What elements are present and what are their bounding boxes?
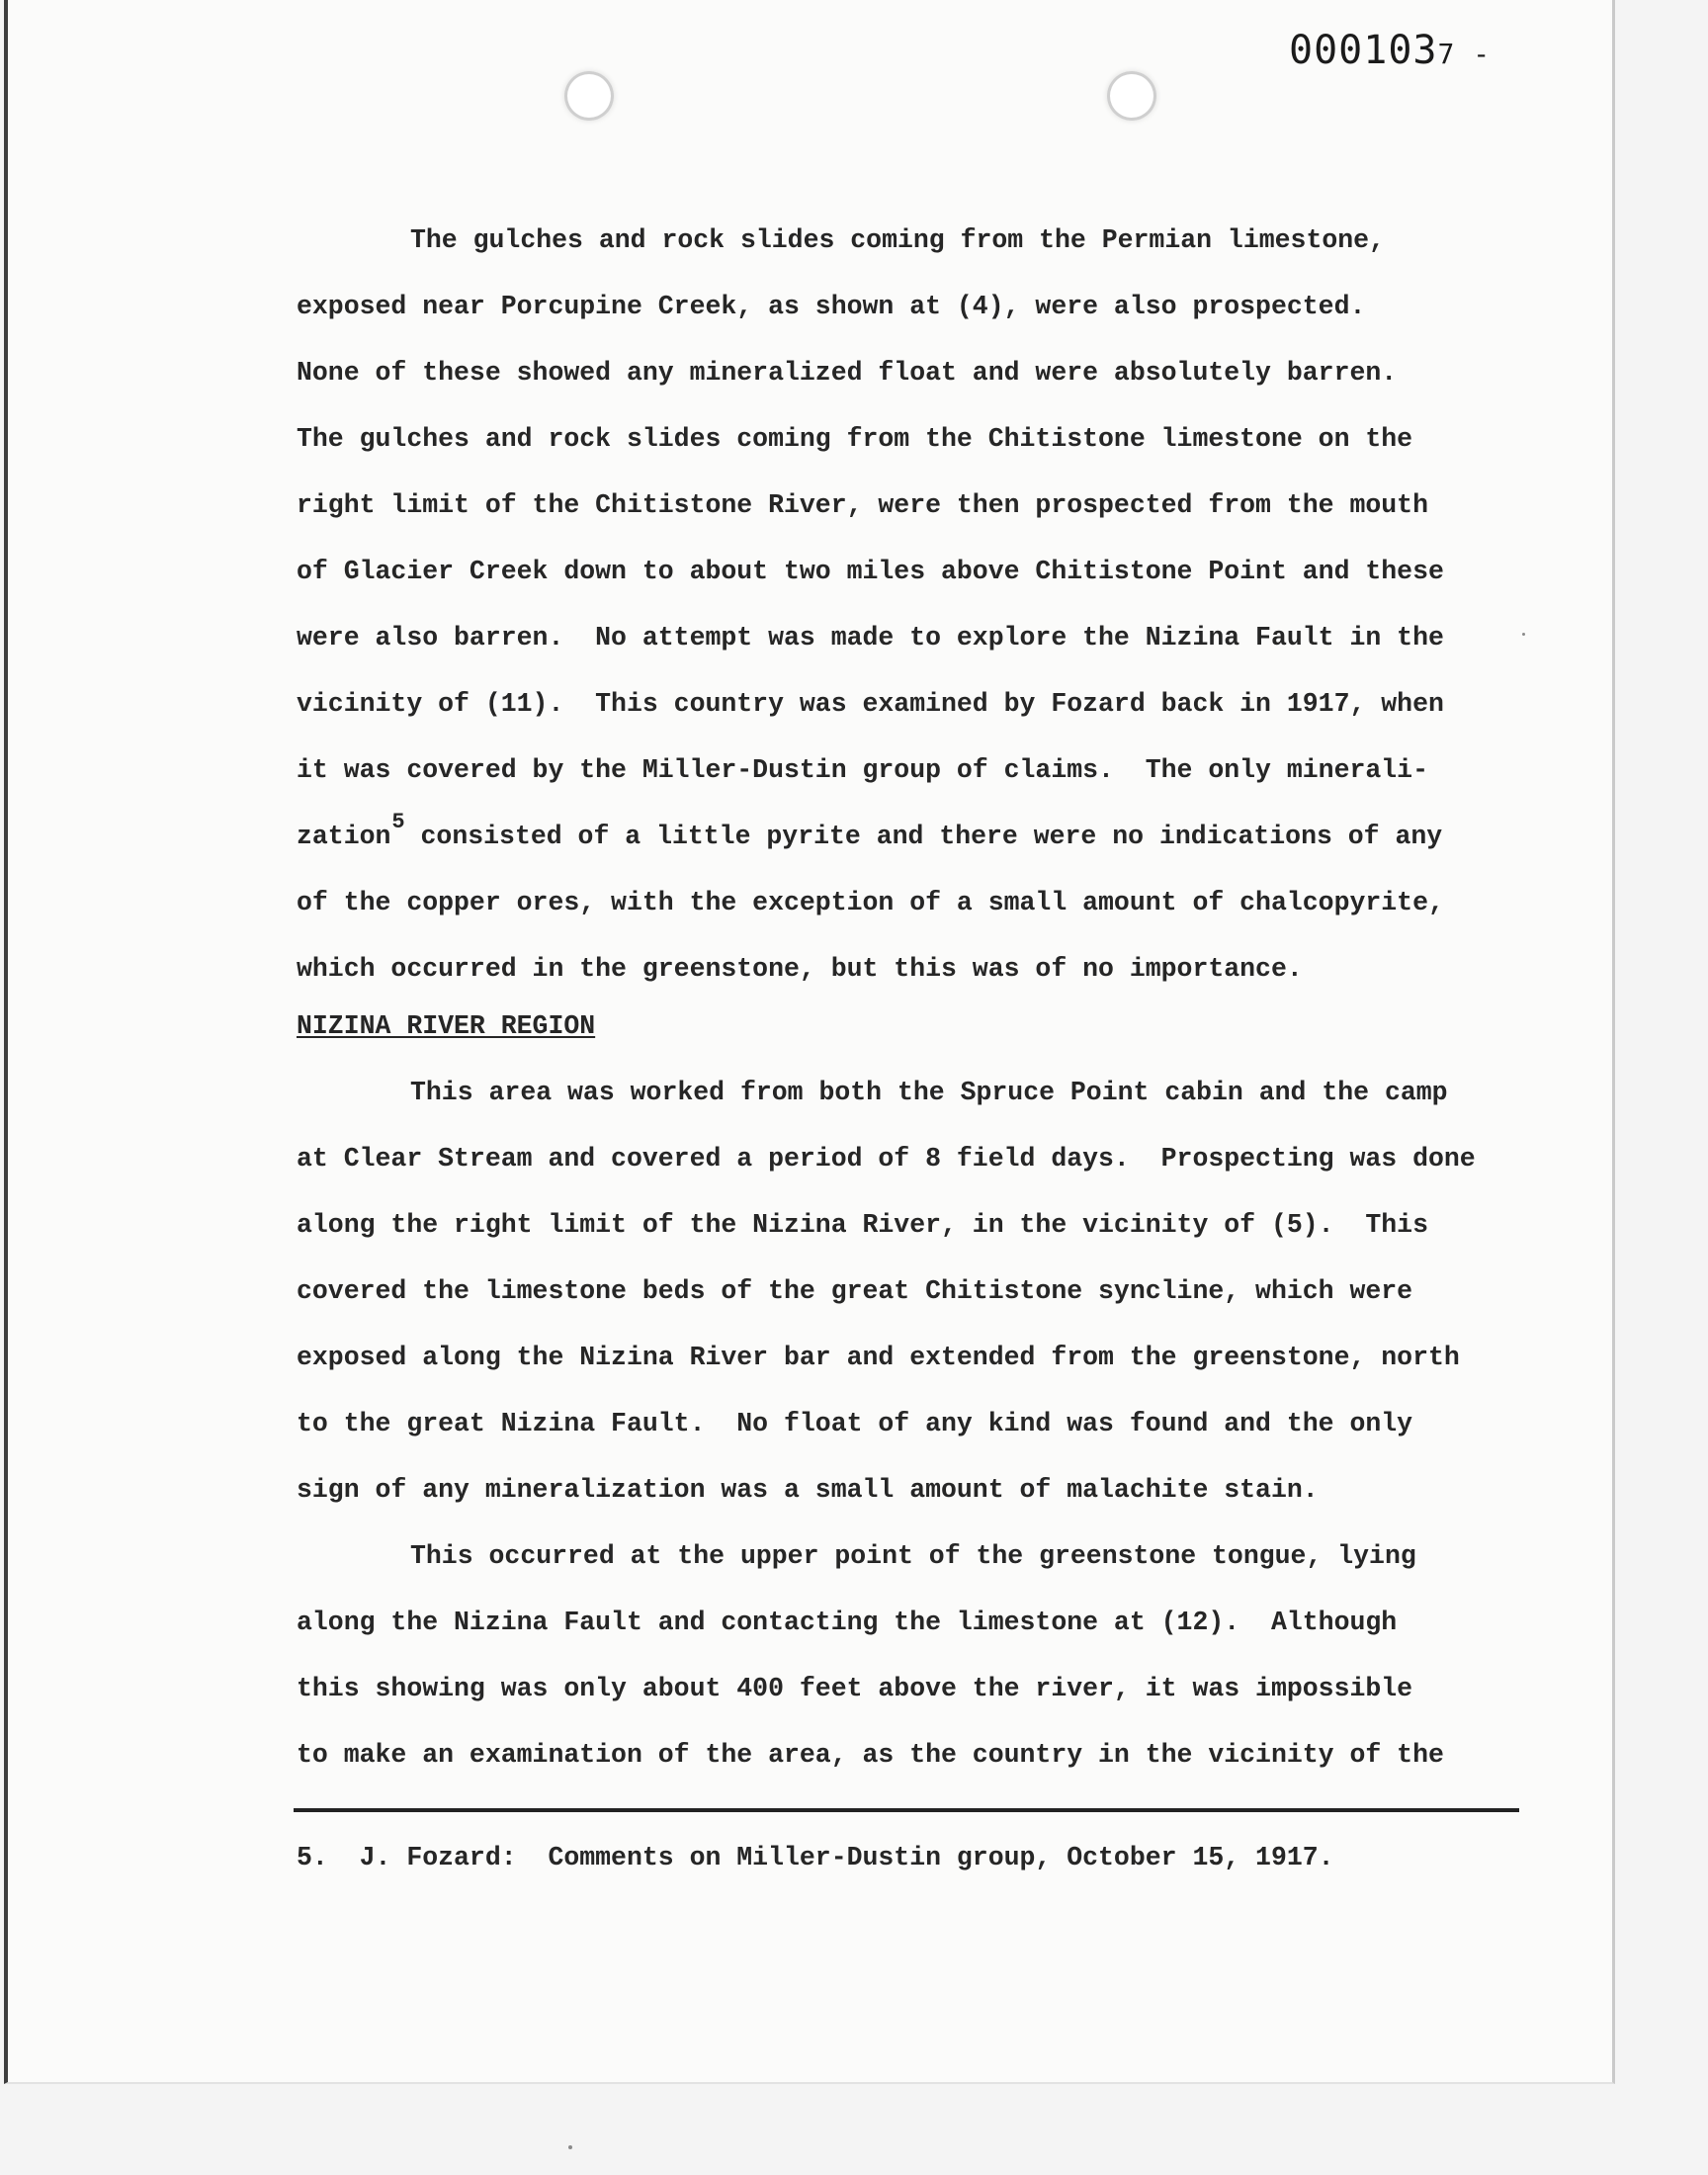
paragraph3-line: this showing was only about 400 feet above the river, it was impossible [297,1674,1413,1703]
paragraph2-line: sign of any mineralization was a small amount of malachite stain. [297,1475,1319,1505]
paragraph1-line: it was covered by the Miller-Dustin group of claims. The only minerali- [297,755,1428,785]
section-heading: NIZINA RIVER REGION [297,1011,596,1041]
paragraph2-line: exposed along the Nizina River bar and extended from the greenstone, north [297,1343,1460,1372]
paragraph2-line: at Clear Stream and covered a period of 8 field days. Prospecting was done [297,1144,1476,1174]
paragraph3-line: along the Nizina Fault and contacting the limestone at (12). Although [297,1608,1398,1637]
paragraph1-line: of the copper ores, with the exception of a small amount of chalcopyrite, [297,888,1444,917]
paragraph3-line: This occurred at the upper point of the greenstone tongue, lying [410,1541,1416,1571]
body-text [297,208,1581,1788]
scan-speck [568,2145,572,2149]
paragraph1-line: None of these showed any mineralized float and were absolutely barren. [297,358,1398,388]
paragraph2-line: to the great Nizina Fault. No float of any kind was found and the only [297,1409,1413,1438]
paragraph2-line: covered the limestone beds of the great Chitistone syncline, which were [297,1276,1413,1306]
paragraph1-line: of Glacier Creek down to about two miles above Chitistone Point and these [297,557,1444,586]
paragraph1-line: The gulches and rock slides coming from the Chitistone limestone on the [297,424,1413,454]
footnote-divider [294,1808,1519,1812]
paragraph1-line: The gulches and rock slides coming from the Permian limestone, [410,225,1385,255]
line-rest: consisted of a little pyrite and there were no indications of any [404,822,1443,851]
paragraph1-line: were also barren. No attempt was made to explore the Nizina Fault in the [297,623,1444,652]
page-number-suffix: 7 - [1437,38,1492,70]
punch-hole-left [564,71,614,121]
paragraph2-line: This area was worked from both the Spruce Point cabin and the camp [410,1078,1448,1107]
footnote-reference: 5 [391,810,405,834]
footnote: 5. J. Fozard: Comments on Miller-Dustin group, October 15, 1917. [297,1843,1334,1872]
paragraph2-line: along the right limit of the Nizina River, in the vicinity of (5). This [297,1210,1428,1240]
page-number-stamp [1289,28,1491,73]
line-start: zation [297,822,391,851]
paragraph1-line: vicinity of (11). This country was examined by Fozard back in 1917, when [297,689,1444,719]
paragraph3-line: to make an examination of the area, as the country in the vicinity of the [297,1740,1444,1770]
paragraph1-line: exposed near Porcupine Creek, as shown at (4), were also prospected. [297,292,1366,321]
punch-hole-right [1107,71,1156,121]
paragraph1-line: right limit of the Chitistone River, were then prospected from the mouth [297,490,1428,520]
scan-speck [1522,633,1525,636]
page-number: 000103 [1289,28,1438,73]
paragraph1-line: which occurred in the greenstone, but this was of no importance. [297,954,1303,984]
paragraph1-line-with-footnote [297,804,1581,870]
